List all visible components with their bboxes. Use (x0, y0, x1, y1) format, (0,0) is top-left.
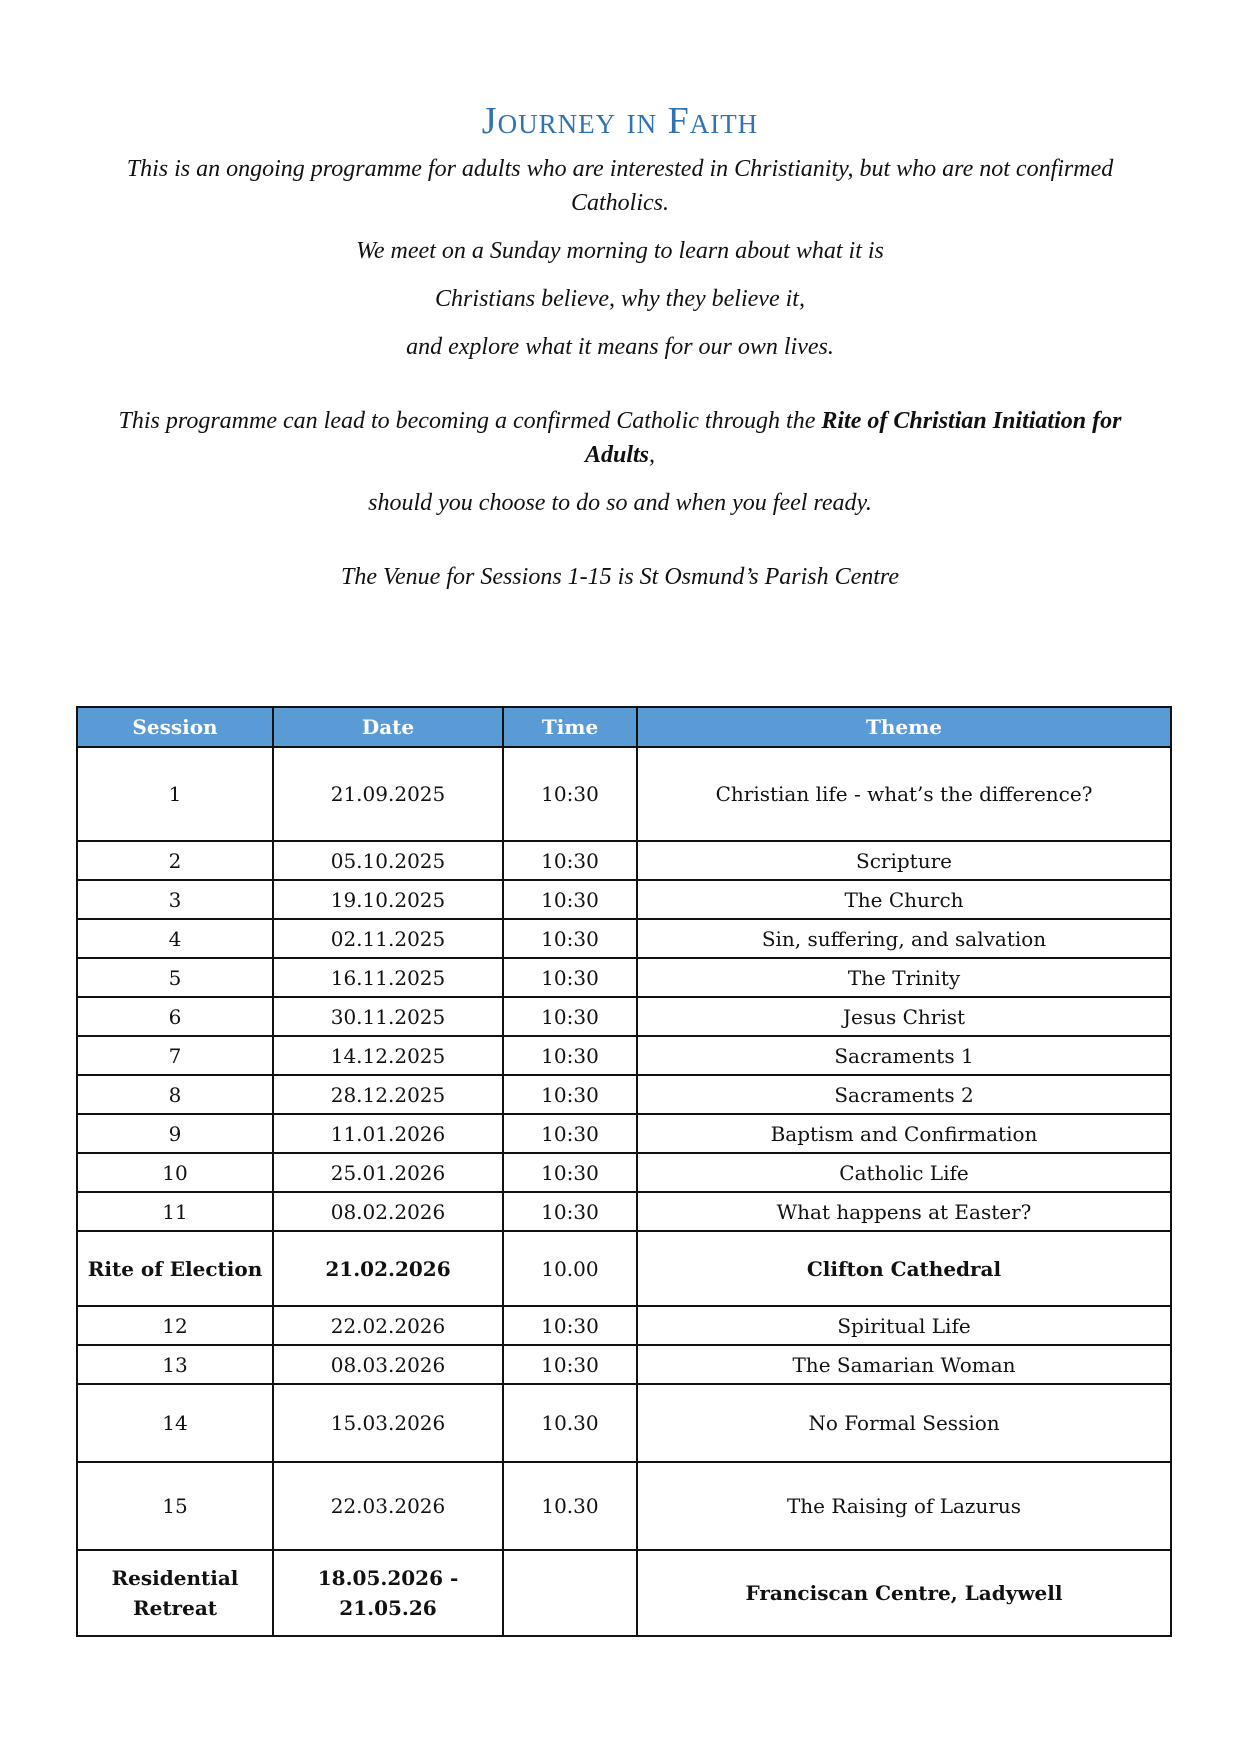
cell-date: 28.12.2025 (273, 1075, 503, 1114)
cell-session: 4 (77, 919, 273, 958)
table-row (77, 958, 1171, 997)
intro-text-span: , (649, 442, 656, 468)
cell-time: 10:30 (503, 1036, 637, 1075)
table-row (77, 880, 1171, 919)
table-row (77, 747, 1171, 841)
cell-theme: Catholic Life (637, 1153, 1171, 1192)
cell-time: 10:30 (503, 1345, 637, 1384)
cell-time: 10:30 (503, 997, 637, 1036)
cell-theme: Baptism and Confirmation (637, 1114, 1171, 1153)
table-row (77, 1036, 1171, 1075)
cell-theme: The Samarian Woman (637, 1345, 1171, 1384)
cell-time: 10:30 (503, 1192, 637, 1231)
cell-time: 10.30 (503, 1462, 637, 1550)
page-title: Journey in Faith (481, 100, 759, 142)
cell-session: 9 (77, 1114, 273, 1153)
cell-session: Residential Retreat (77, 1550, 273, 1636)
cell-time: 10:30 (503, 747, 637, 841)
cell-time: 10:30 (503, 958, 637, 997)
cell-date: 16.11.2025 (273, 958, 503, 997)
table-row-residential-retreat (77, 1550, 1171, 1636)
cell-session: 5 (77, 958, 273, 997)
cell-time: 10:30 (503, 1153, 637, 1192)
cell-theme: No Formal Session (637, 1384, 1171, 1462)
intro-line: Christians believe, why they believe it, (435, 286, 805, 312)
cell-date: 05.10.2025 (273, 841, 503, 880)
cell-session: 1 (77, 747, 273, 841)
intro-line: and explore what it means for our own lives. (406, 334, 834, 360)
cell-time: 10:30 (503, 919, 637, 958)
cell-date: 22.03.2026 (273, 1462, 503, 1550)
cell-theme: Sacraments 2 (637, 1075, 1171, 1114)
cell-session: 14 (77, 1384, 273, 1462)
cell-session: 3 (77, 880, 273, 919)
cell-time: 10:30 (503, 1075, 637, 1114)
table-row (77, 1114, 1171, 1153)
cell-session: 8 (77, 1075, 273, 1114)
schedule-table (76, 706, 1172, 1637)
table-header-row (77, 707, 1171, 747)
cell-date: 11.01.2026 (273, 1114, 503, 1153)
cell-date: 21.02.2026 (273, 1231, 503, 1306)
table-row (77, 1075, 1171, 1114)
cell-date: 21.09.2025 (273, 747, 503, 841)
intro-line: We meet on a Sunday morning to learn about what it is (356, 238, 884, 264)
table-row (77, 919, 1171, 958)
cell-session: 2 (77, 841, 273, 880)
cell-date: 18.05.2026 - 21.05.26 (273, 1550, 503, 1636)
header-session: Session (77, 707, 273, 747)
cell-time: 10:30 (503, 1114, 637, 1153)
intro-line: This is an ongoing programme for adults who are interested in Christianity, but who are not confirmed Catholics. (126, 156, 1114, 216)
rcia-emphasis: Rite of Christian Initiation for Adults (584, 408, 1122, 468)
table-row (77, 841, 1171, 880)
cell-time: 10:30 (503, 880, 637, 919)
table-row (77, 1384, 1171, 1462)
venue-line: The Venue for Sessions 1-15 is St Osmund’s Parish Centre (341, 564, 899, 590)
table-row (77, 1345, 1171, 1384)
cell-date: 22.02.2026 (273, 1306, 503, 1345)
cell-date: 30.11.2025 (273, 997, 503, 1036)
cell-time: 10.00 (503, 1231, 637, 1306)
cell-date: 19.10.2025 (273, 880, 503, 919)
cell-theme: Scripture (637, 841, 1171, 880)
cell-session: 7 (77, 1036, 273, 1075)
intro-text-span: This programme can lead to becoming a confirmed Catholic through the (118, 408, 822, 434)
cell-session: 10 (77, 1153, 273, 1192)
cell-date: 14.12.2025 (273, 1036, 503, 1075)
cell-theme: The Trinity (637, 958, 1171, 997)
table-row (77, 1462, 1171, 1550)
intro-text (100, 152, 1140, 594)
cell-session: 11 (77, 1192, 273, 1231)
table-row (77, 997, 1171, 1036)
cell-session: 13 (77, 1345, 273, 1384)
header-time: Time (503, 707, 637, 747)
table-row (77, 1192, 1171, 1231)
cell-date: 25.01.2026 (273, 1153, 503, 1192)
cell-session: 15 (77, 1462, 273, 1550)
header-theme: Theme (637, 707, 1171, 747)
cell-session: 12 (77, 1306, 273, 1345)
cell-theme: Spiritual Life (637, 1306, 1171, 1345)
cell-date: 08.03.2026 (273, 1345, 503, 1384)
cell-date: 02.11.2025 (273, 919, 503, 958)
table-row (77, 1306, 1171, 1345)
cell-theme: Jesus Christ (637, 997, 1171, 1036)
cell-theme: What happens at Easter? (637, 1192, 1171, 1231)
cell-theme: Clifton Cathedral (637, 1231, 1171, 1306)
intro-line: should you choose to do so and when you feel ready. (368, 490, 872, 516)
cell-date: 08.02.2026 (273, 1192, 503, 1231)
cell-theme: Christian life - what’s the difference? (637, 747, 1171, 841)
header-date: Date (273, 707, 503, 747)
cell-date: 15.03.2026 (273, 1384, 503, 1462)
cell-theme: The Raising of Lazurus (637, 1462, 1171, 1550)
intro-line-rcia (100, 404, 1140, 472)
cell-session: Rite of Election (77, 1231, 273, 1306)
cell-time: 10:30 (503, 1306, 637, 1345)
cell-theme: The Church (637, 880, 1171, 919)
cell-session: 6 (77, 997, 273, 1036)
cell-theme: Sin, suffering, and salvation (637, 919, 1171, 958)
cell-time: 10:30 (503, 841, 637, 880)
cell-theme: Sacraments 1 (637, 1036, 1171, 1075)
table-row-rite-of-election (77, 1231, 1171, 1306)
cell-time (503, 1550, 637, 1636)
cell-theme: Franciscan Centre, Ladywell (637, 1550, 1171, 1636)
table-row (77, 1153, 1171, 1192)
cell-time: 10.30 (503, 1384, 637, 1462)
